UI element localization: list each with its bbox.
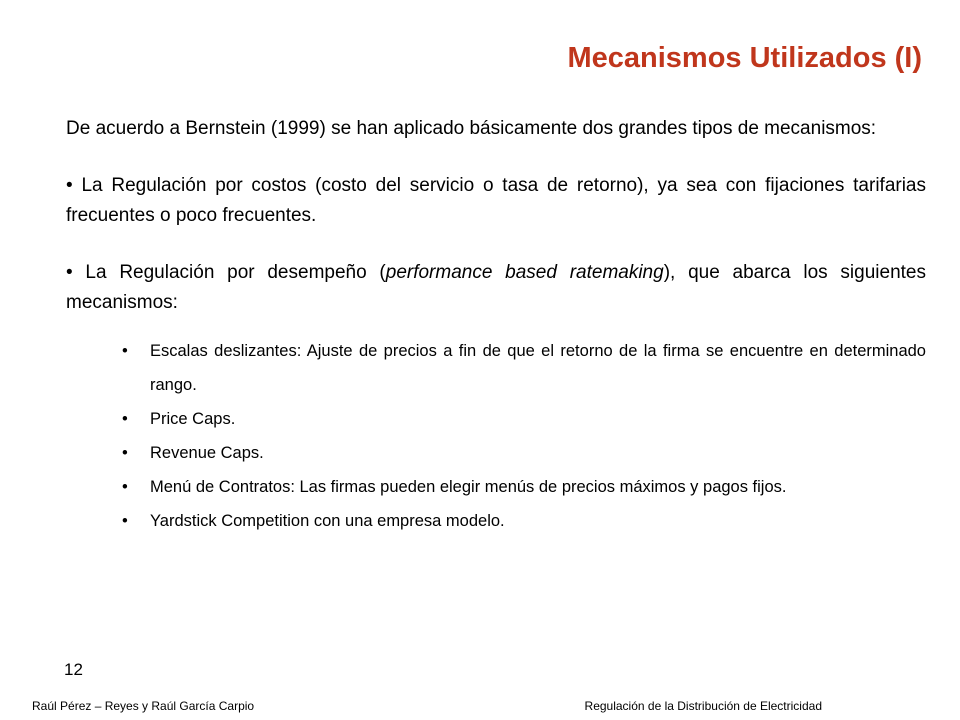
mechanisms-list (66, 334, 926, 538)
bullet-regulacion-costos-text: La Regulación por costos (costo del servicio o tasa de retorno), ya sea con fijaciones tarifarias frecuentes o poco frecuentes. (66, 175, 926, 226)
list-item (122, 334, 926, 402)
bullet-symbol: • (66, 175, 73, 196)
mechanism-text: Revenue Caps. (150, 444, 264, 462)
bullet-desempeno-text-italic: performance based ratemaking (385, 262, 664, 283)
bullet-symbol: • (122, 410, 128, 428)
intro-paragraph: De acuerdo a Bernstein (1999) se han aplicado básicamente dos grandes tipos de mecanismos: (66, 118, 877, 139)
bullet-regulacion-desempeno (66, 258, 926, 318)
bullet-symbol: • (122, 478, 128, 496)
mechanism-text: Menú de Contratos: Las firmas pueden elegir menús de precios máximos y pagos fijos. (150, 478, 787, 496)
page-number: 12 (64, 660, 83, 679)
bullet-regulacion-costos (66, 171, 926, 231)
slide-title: Mecanismos Utilizados (I) (567, 42, 922, 74)
footer-course-title: Regulación de la Distribución de Electricidad (584, 699, 822, 713)
bullet-symbol: • (122, 512, 128, 530)
mechanism-text: Escalas deslizantes: Ajuste de precios a fin de que el retorno de la firma se encuentre en determinado rango. (150, 342, 926, 394)
list-item (122, 436, 926, 470)
list-item (122, 504, 926, 538)
mechanism-text: Yardstick Competition con una empresa modelo. (150, 512, 505, 530)
bullet-symbol: • (122, 444, 128, 462)
footer-authors: Raúl Pérez – Reyes y Raúl García Carpio (32, 699, 255, 713)
bullet-desempeno-text-before: La Regulación por desempeño ( (85, 262, 386, 283)
mechanism-text: Price Caps. (150, 410, 236, 428)
bullet-symbol: • (122, 342, 128, 360)
list-item (122, 402, 926, 436)
slide-body (66, 114, 926, 538)
list-item (122, 470, 926, 504)
bullet-symbol: • (66, 262, 73, 283)
bullet-desempeno-text-after: ), que abarca los siguientes mecanismos: (66, 262, 926, 313)
